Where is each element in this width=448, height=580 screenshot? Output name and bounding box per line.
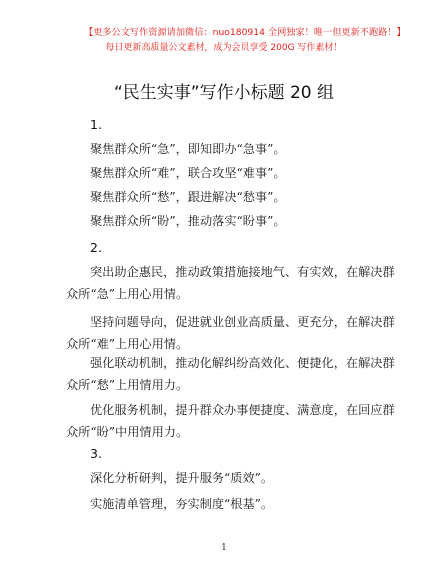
section-2-item-1-line-2: 众所“急”上用心用情。 <box>66 287 189 301</box>
section-number-2: 2. <box>90 240 102 255</box>
section-number-1: 1. <box>90 117 102 132</box>
section-2-item-3-line-1: 强化联动机制，推动化解纠纷高效化、便捷化，在解决群 <box>90 356 395 370</box>
section-2-item-4-line-2: 众所“盼”中用情用力。 <box>66 425 189 439</box>
document-title: “民生实事”写作小标题 20 组 <box>113 83 335 103</box>
section-1-item-2: 聚焦群众所“难”，联合攻坚“难事”。 <box>90 166 286 180</box>
section-number-3: 3. <box>90 446 102 461</box>
promo-banner-line-1: 【更多公文写作资源请加微信：nuo180914 全网独家！唯一但更新不跑路！】 <box>84 27 406 38</box>
section-1-item-3: 聚焦群众所“愁”，跟进解决“愁事”。 <box>90 190 286 204</box>
section-3-item-1: 深化分析研判，提升服务“质效”。 <box>90 471 274 485</box>
page-number: 1 <box>221 543 227 553</box>
section-3-item-2: 实施清单管理，夯实制度“根基”。 <box>90 497 274 511</box>
section-2-item-1-line-1: 突出助企惠民，推动政策措施接地气、有实效，在解决群 <box>90 265 395 279</box>
section-2-item-4-line-1: 优化服务机制，提升群众办事便捷度、满意度，在回应群 <box>90 403 395 417</box>
section-1-item-4: 聚焦群众所“盼”，推动落实“盼事”。 <box>90 214 286 228</box>
promo-banner <box>84 27 406 54</box>
section-2-item-3-line-2: 众所“愁”上用情用力。 <box>66 378 189 392</box>
section-2-item-2-line-1: 坚持问题导向，促进就业创业高质量、更充分，在解决群 <box>90 315 395 329</box>
section-2-item-2-line-2: 众所“难”上用心用情。 <box>66 337 189 351</box>
promo-banner-line-2: 每日更新高质量公文素材，成为会员享受 200G 写作素材！ <box>105 43 343 53</box>
section-1-item-1: 聚焦群众所“急”，即知即办“急事”。 <box>90 142 286 156</box>
